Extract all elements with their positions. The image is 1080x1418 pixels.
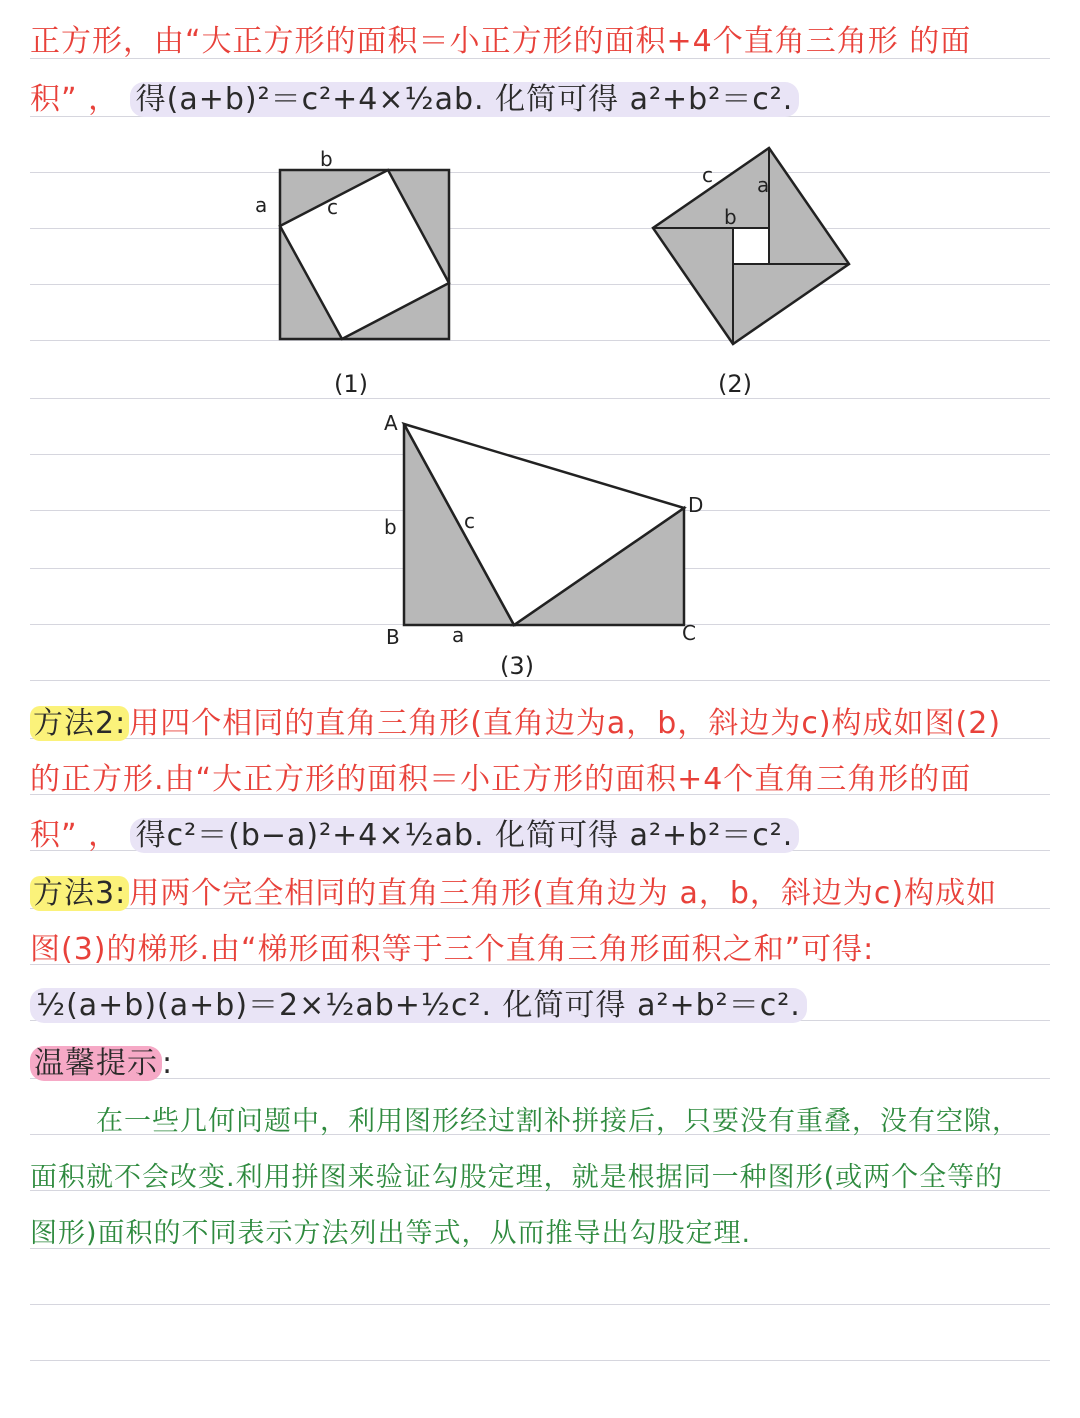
method-3-line-3 [30, 986, 807, 1026]
figure-3 [360, 400, 760, 690]
text-line-1: 正方形，由“大正方形的面积＝小正方形的面积+4个直角三角形 的面 [30, 24, 972, 59]
fig3-label-A: A [384, 411, 398, 435]
tip-line-1: 在一些几何问题中，利用图形经过割补拼接后，只要没有重叠，没有空隙， [96, 1106, 1020, 1137]
fig3-label-B: B [386, 625, 400, 649]
fig2-caption: (2) [718, 370, 752, 398]
text-line-2-prefix: 积” ， [30, 82, 120, 117]
fig3-label-c: c [464, 509, 475, 533]
formula-highlight-1: 得(a+b)²＝c²+4×½ab. 化简可得 a²+b²＝c². [130, 82, 800, 117]
fig3-label-C: C [682, 621, 696, 645]
method-3-text: 用两个完全相同的直角三角形(直角边为 a，b，斜边为c)构成如 [129, 876, 998, 911]
fig1-label-c: c [327, 195, 338, 219]
fig3-label-b: b [384, 515, 397, 539]
method-2-line-3-prefix: 积” ， [30, 818, 120, 853]
fig1-label-a: a [255, 193, 268, 217]
tip-label: 温馨提示 [30, 1046, 162, 1081]
fig3-label-D: D [688, 493, 704, 517]
fig3-label-a: a [452, 623, 465, 647]
formula-highlight-2: 得c²＝(b−a)²+4×½ab. 化简可得 a²+b²＝c². [130, 818, 800, 853]
tip-colon: : [162, 1046, 174, 1081]
method-3-line-1 [30, 874, 997, 914]
figures-1-2 [0, 140, 1080, 410]
method-2-label: 方法2: [30, 706, 129, 741]
fig1-label-b: b [320, 147, 333, 171]
fig1-caption: (1) [334, 370, 368, 398]
figure-1 [255, 147, 449, 398]
text-line-2 [30, 80, 799, 120]
fig2-label-a: a [757, 173, 770, 197]
rule-line [30, 1360, 1050, 1361]
figure-2 [653, 148, 849, 398]
method-2-line-2: 的正方形.由“大正方形的面积＝小正方形的面积+4个直角三角形的面 [30, 762, 972, 797]
fig2-label-c: c [702, 163, 713, 187]
rule-line [30, 1078, 1050, 1079]
tip-line-2: 面积就不会改变.利用拼图来验证勾股定理，就是根据同一种图形(或两个全等的 [30, 1162, 1004, 1193]
tip-line-3: 图形)面积的不同表示方法列出等式，从而推导出勾股定理. [30, 1218, 752, 1249]
rule-line [30, 1304, 1050, 1305]
fig2-label-b: b [724, 205, 737, 229]
formula-highlight-3: ½(a+b)(a+b)＝2×½ab+½c². 化简可得 a²+b²＝c². [30, 988, 807, 1023]
tip-heading [30, 1044, 173, 1084]
method-2-line-1 [30, 704, 1001, 744]
method-3-line-2: 图(3)的梯形.由“梯形面积等于三个直角三角形面积之和”可得: [30, 932, 875, 967]
method-3-label: 方法3: [30, 876, 129, 911]
method-2-line-3 [30, 816, 799, 856]
fig2-inner-square [733, 228, 769, 264]
method-2-text: 用四个相同的直角三角形(直角边为a，b，斜边为c)构成如图(2) [129, 706, 1002, 741]
fig3-caption: (3) [500, 652, 534, 680]
